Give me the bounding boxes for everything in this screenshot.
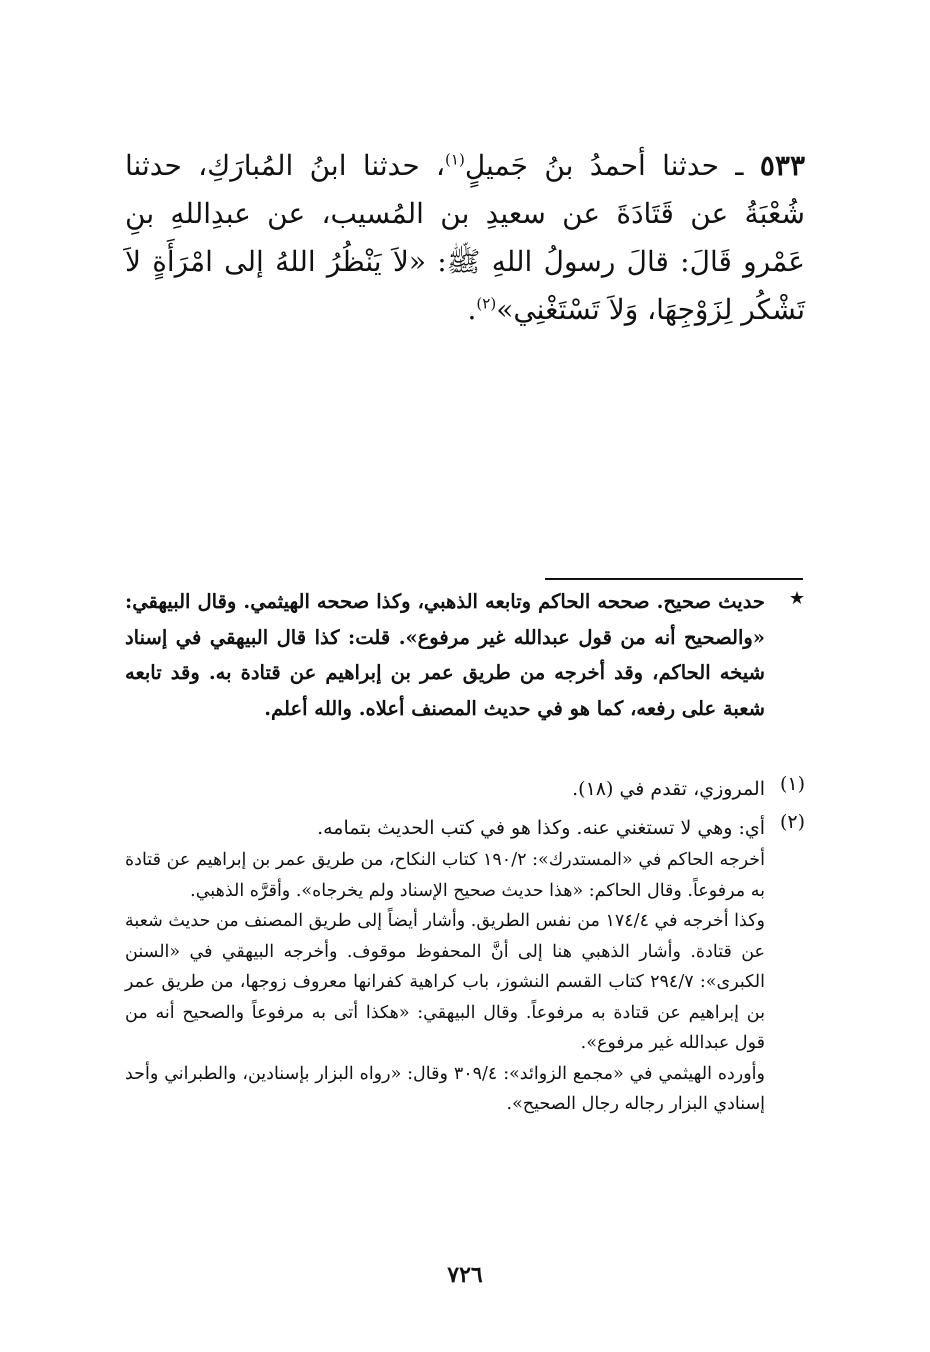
footnote-2 — [125, 811, 805, 1120]
footnote-2-paragraph: أخرجه الحاكم في «المستدرك»: ١٩٠/٢ كتاب النكاح، من طريق عمر بن إبراهيم عن قتادة به مرفوعاً. وقال الحاكم: «هذا حديث صحيح الإسناد ولم يخرجاه». وأقرَّه الذهبي. — [125, 850, 765, 901]
footnote-2-paragraph: أي: وهي لا تستغني عنه. وكذا هو في كتب الحديث بتمامه. — [317, 817, 765, 839]
hadith-dash: ـ — [718, 149, 760, 182]
hadith-paragraph — [125, 142, 805, 334]
footnote-2-paragraph: وكذا أخرجه في ١٧٤/٤ من نفس الطريق. وأشار أيضاً إلى طريق المصنف من حديث شعبة عن قتادة. وأشار الذهبي هنا إلى أنَّ المحفوظ موقوف. وأخرجه البيهقي في «السنن الكبرى»: ٢٩٤/٧ كتاب القسم النشوز، باب كراهية كفرانها معروف زوجها، من طريق عمر بن إبراهيم عن قتادة به مرفوعاً. وقال البيهقي: «هكذا أتى به مرفوعاً والصحيح أنه من قول عبدالله غير مرفوع». — [125, 911, 765, 1053]
footnote-separator — [545, 578, 803, 580]
hadith-text-part2: ، حدثنا ابنُ المُبارَكِ، حدثنا شُعْبَةُ عن قَتَادَةَ عن سعيدِ بن المُسيب، عن عبدِاللهِ بنِ عَمْرو قَالَ: قالَ رسولُ اللهِ ﷺ: «لاَ يَنْظُرُ اللهُ إلى امْرَأَةٍ لاَ تَشْكُر لِزَوْجِهَا، وَلاَ تَسْتَغْنِي» — [125, 149, 805, 326]
footnote-1 — [125, 773, 805, 805]
grading-note-text: حديث صحيح. صححه الحاكم وتابعه الذهبي، وكذا صححه الهيثمي. وقال البيهقي: «والصحيح أنه من قول عبدالله غير مرفوع». قلت: كذا قال البيهقي في إسناد شيخه الحاكم، وقد أخرجه من طريق عمر بن إبراهيم عن قتادة به. وقد تابعه شعبة على رفعه، كما هو في حديث المصنف أعلاه. والله أعلم. — [125, 590, 765, 720]
hadith-end: . — [467, 293, 477, 326]
footnote-2-marker: (٢) — [779, 811, 805, 833]
hadith-text-part1: حدثنا أحمدُ بنُ جَميلٍ — [464, 149, 719, 182]
hadith-number: ٥٣٣ — [759, 149, 805, 182]
star-marker: ★ — [788, 588, 805, 609]
footnote-1-marker: (١) — [779, 773, 805, 795]
footnote-2-paragraph: وأورده الهيثمي في «مجمع الزوائد»: ٣٠٩/٤ وقال: «رواه البزار بإسنادين، والطبراني وأحد إسنادي البزار رجاله رجال الصحيح». — [125, 1063, 765, 1114]
footnote-2-body — [125, 811, 765, 1120]
footnote-1-text: المروزي، تقدم في (١٨). — [572, 778, 765, 800]
hadith-text — [125, 142, 805, 334]
grading-note — [125, 584, 805, 726]
footnote-ref-1: (١) — [445, 150, 465, 169]
page-number: ٧٢٦ — [447, 1262, 483, 1288]
footnote-ref-2: (٢) — [476, 294, 497, 313]
